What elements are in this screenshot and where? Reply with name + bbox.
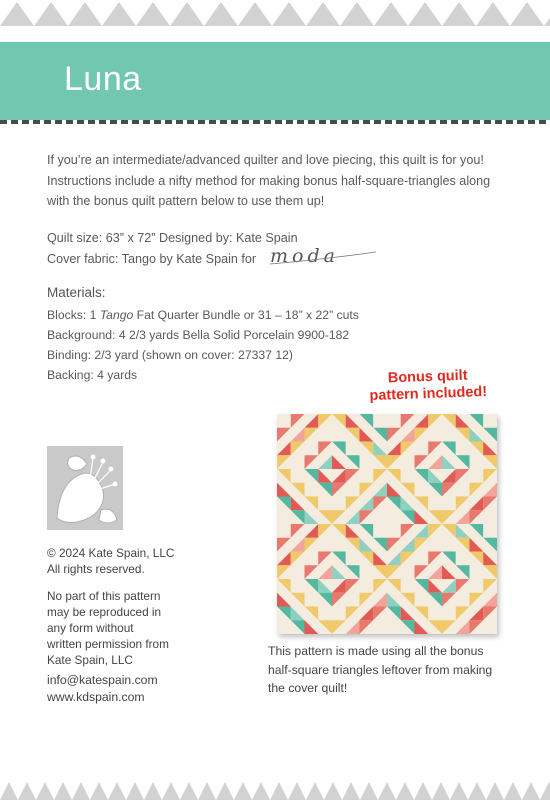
border-triangle [18,782,36,800]
border-triangle [34,2,68,26]
border-triangle [510,2,544,26]
bonus-callout: Bonus quilt pattern included! [369,367,488,405]
top-triangle-border [0,0,550,26]
border-triangle [162,782,180,800]
border-triangle [204,2,238,26]
border-triangle [468,782,486,800]
page-title: Luna [64,60,142,98]
border-triangle [414,782,432,800]
border-triangle [0,782,18,800]
intro-line: Instructions include a nifty method for making bonus half-square-triangles along [47,173,491,188]
border-triangle [340,2,374,26]
reproduction-notice: No part of this pattern may be reproduced in any form without written permission from Kate Spain, LLC [47,589,169,667]
border-triangle [144,782,162,800]
quilt-size: Quilt size: 63” x 72” Designed by: Kate Spain [47,231,298,245]
materials-binding: Binding: 2/3 yard (shown on cover: 27337 12) [47,348,293,362]
border-triangle [540,782,550,800]
border-triangle [396,782,414,800]
bottom-triangle-border [0,778,550,800]
email-link[interactable]: info@katespain.com [47,673,158,687]
quilt-meta [47,228,527,269]
border-triangle [180,782,198,800]
intro-line: with the bonus quilt pattern below to use them up! [47,194,325,208]
materials-heading: Materials: [47,285,106,300]
border-triangle [272,2,306,26]
border-triangle [270,782,288,800]
border-triangle [216,782,234,800]
border-triangle [476,2,510,26]
svg-text:moda: moda [269,246,339,268]
moda-logo [268,246,378,268]
border-triangle [238,2,272,26]
border-triangle [450,782,468,800]
border-triangle [234,782,252,800]
border-triangle [504,782,522,800]
copyright-notice: © 2024 Kate Spain, LLC All rights reserved. [47,546,175,576]
contact-info [47,672,158,706]
border-triangle [108,782,126,800]
border-triangle [432,782,450,800]
border-triangle [442,2,476,26]
materials-blocks: Blocks: 1 Tango Fat Quarter Bundle or 31 – 18” x 22” cuts [47,308,359,322]
border-triangle [36,782,54,800]
border-triangle [342,782,360,800]
cover-fabric: Cover fabric: Tango by Kate Spain for [47,251,257,266]
border-triangle [408,2,442,26]
border-triangle [102,2,136,26]
border-triangle [486,782,504,800]
title-banner [0,42,550,120]
border-triangle [374,2,408,26]
border-triangle [136,2,170,26]
border-triangle [324,782,342,800]
border-triangle [72,782,90,800]
border-triangle [0,2,34,26]
cover-fabric-line [47,246,527,270]
border-triangle [306,782,324,800]
border-triangle [288,782,306,800]
border-triangle [170,2,204,26]
materials-background: Background: 4 2/3 yards Bella Solid Porcelain 9900-182 [47,328,350,342]
kate-spain-flower-logo [47,446,123,530]
intro-line: If you’re an intermediate/advanced quilter and love piecing, this quilt is for you! [47,153,484,167]
dashed-divider [0,120,550,124]
border-triangle [252,782,270,800]
border-triangle [198,782,216,800]
bonus-caption: This pattern is made using all the bonus half-square triangles leftover from making the cover quilt! [268,644,493,695]
border-triangle [378,782,396,800]
bonus-quilt-image [277,414,497,634]
website-link[interactable]: www.kdspain.com [47,690,145,704]
materials-backing: Backing: 4 yards [47,368,138,382]
border-triangle [360,782,378,800]
border-triangle [90,782,108,800]
border-triangle [522,782,540,800]
intro-paragraph [47,150,537,212]
border-triangle [68,2,102,26]
border-triangle [544,2,550,26]
border-triangle [306,2,340,26]
border-triangle [54,782,72,800]
border-triangle [126,782,144,800]
